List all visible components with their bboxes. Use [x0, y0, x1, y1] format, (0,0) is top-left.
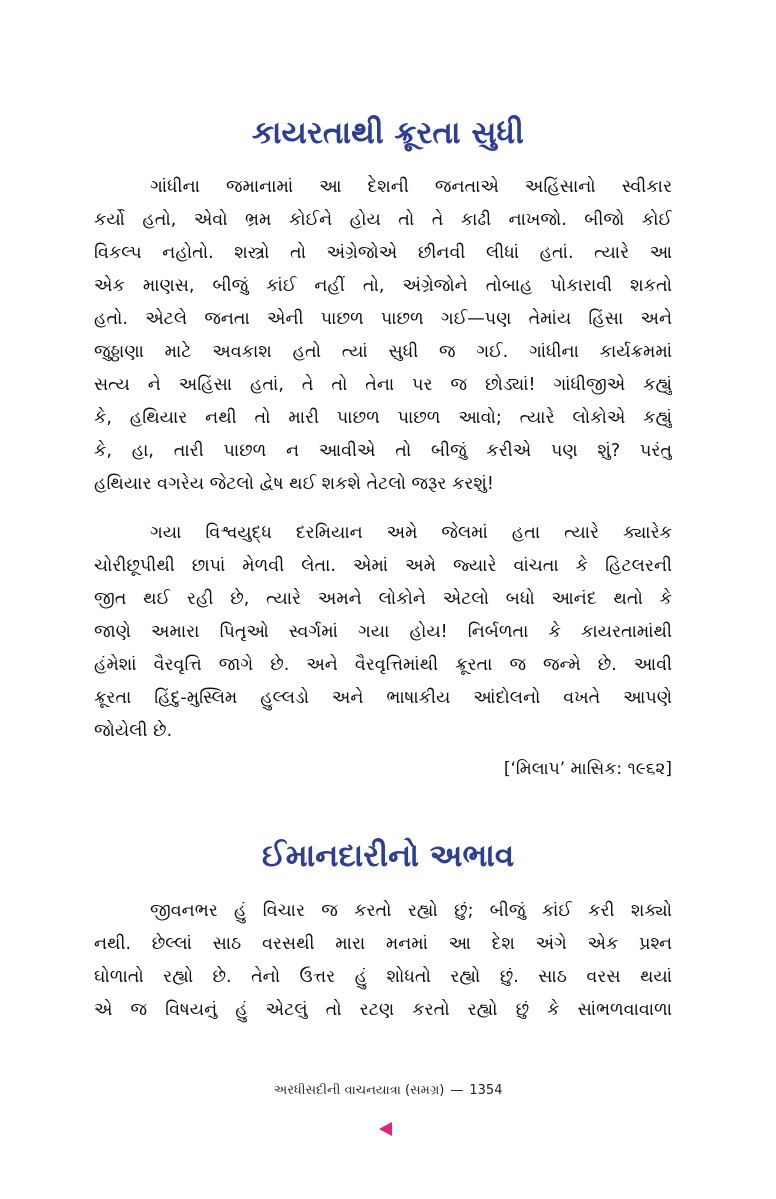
footer-dash: —	[450, 1083, 464, 1098]
text-line: ચોરીછૂપીથી છાપાં મેળવી લેતા. એમાં અમે જ્યારે વાંચતા કે હિટલરની	[94, 556, 672, 576]
text-line: હતો. એટલે જનતા એની પાછળ પાછળ ગઈ—પણ તેમાંય હિંસા અને	[94, 309, 672, 329]
previous-page-icon[interactable]	[379, 1122, 392, 1136]
text-line: ગયા વિશ્વયુદ્ધ દરમિયાન અમે જેલમાં હતા ત્યારે ક્યારેક	[150, 523, 672, 543]
text-line: નથી. છેલ્લાં સાઠ વરસથી મારા મનમાં આ દેશ અંગે એક પ્રશ્ન	[94, 934, 672, 954]
article-title: ઈમાનદારીનો અભાવ	[261, 838, 515, 874]
text-line: હથિયાર વગરેય જેટલો દ્વેષ થઈ શકશે તેટલો જરૂર કરશું!	[94, 474, 494, 494]
text-line: સત્ય ને અહિંસા હતાં, તે તો તેના પર જ છોડ્યાં! ગાંધીજીએ કહ્યું	[94, 375, 672, 395]
article-title: કાયરતાથી ક્રૂરતા સુધી	[252, 115, 524, 151]
text-line: કર્યો હતો, એવો ભ્રમ કોઈને હોય તો તે કાઢી નાખજો. બીજો કોઈ	[94, 210, 672, 230]
text-line: એક માણસ, બીજું કાંઈ નહીં તો, અંગ્રેજોને તોબાહ પોકારાવી શકતો	[94, 276, 672, 296]
text-line: જોયેલી છે.	[94, 721, 173, 741]
page-number: 1354	[469, 1083, 503, 1098]
text-line: જાણે અમારા પિતૃઓ સ્વર્ગમાં ગયા હોય! નિર્બળતા કે કાયરતામાંથી	[94, 622, 672, 642]
text-line: એ જ વિષયનું હું એટલું તો રટણ કરતો રહ્યો છું કે સાંભળવાવાળા	[94, 1000, 672, 1020]
text-line: કે, હથિયાર નથી તો મારી પાછળ પાછળ આવો; ત્યારે લોકોએ કહ્યું	[94, 408, 672, 428]
article-paragraph	[94, 895, 672, 1027]
text-line: ક્રૂરતા હિંદુ-મુસ્લિમ હુલ્લડો અને ભાષાકીય આંદોલનો વખતે આપણે	[94, 688, 672, 708]
text-line: જીવનભર હું વિચાર જ કરતો રહ્યો છું; બીજું કાંઈ કરી શક્યો	[150, 901, 672, 921]
text-line: હંમેશાં વૈરવૃત્તિ જાગે છે. અને વૈરવૃત્તિમાંથી ક્રૂરતા જ જન્મે છે. આવી	[94, 655, 672, 675]
text-line: વિકલ્પ નહોતો. શસ્ત્રો તો અંગ્રેજોએ છીનવી લીધાં હતાં. ત્યારે આ	[94, 243, 672, 263]
source-citation: [‘મિલાપ’ માસિક: ૧૯૬૨]	[503, 759, 672, 779]
text-line: જીત થઈ રહી છે, ત્યારે અમને લોકોને એટલો બધો આનંદ થતો કે	[94, 589, 672, 609]
article-paragraph	[94, 517, 672, 748]
page-footer	[0, 1082, 776, 1100]
text-line: કે, હા, તારી પાછળ ન આવીએ તો બીજું કરીએ પણ શું? પરંતુ	[94, 441, 672, 461]
book-title: અરધીસદીની વાચનયાત્રા (સમગ્ર)	[273, 1083, 445, 1098]
text-line: ગાંધીના જમાનામાં આ દેશની જનતાએ અહિંસાનો સ્વીકાર	[150, 177, 672, 197]
text-line: ઘોળાતો રહ્યો છે. તેનો ઉત્તર હું શોધતો રહ્યો છું. સાઠ વરસ થયાં	[94, 967, 672, 987]
text-line: જુઠ્ઠાણા માટે અવકાશ હતો ત્યાં સુધી જ ગઈ. ગાંધીના કાર્યક્રમમાં	[94, 342, 672, 362]
article-paragraph	[94, 171, 672, 501]
